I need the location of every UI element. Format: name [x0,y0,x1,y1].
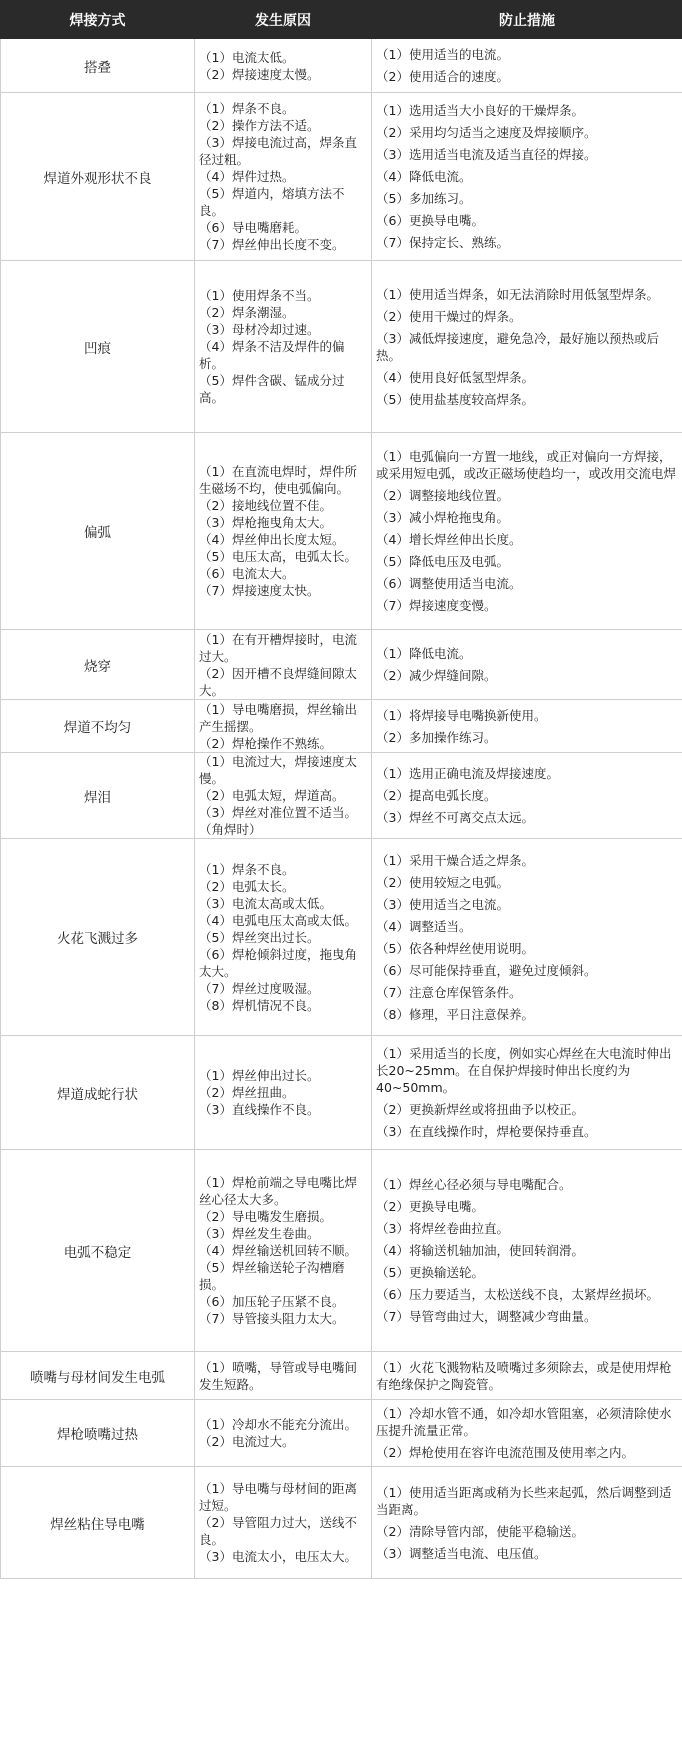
cause-item: （4）焊条不洁及焊件的偏析。 [199,339,345,371]
cause-item: （5）焊件含碳、锰成分过高。 [199,373,345,405]
prevention-item: （7）注意仓库保管条件。 [376,984,522,1000]
cause-item: （2）操作方法不适。 [199,118,320,133]
defect-type: 焊道成蛇行状 [1,1036,195,1150]
cause-item: （3）焊丝发生卷曲。 [199,1226,320,1241]
defect-type: 火花飞溅过多 [1,839,195,1036]
prevention-item: （1）使用适当的电流。 [376,47,509,62]
cause-item: （7）焊丝过度吸湿。 [199,980,320,996]
cause-cell [195,700,372,753]
cause-item: （1）导电嘴与母材间的距离过短。 [199,1481,357,1513]
prevention-item: （2）使用适合的速度。 [376,69,509,84]
cause-item: （1）焊条不良。 [199,101,295,116]
cause-cell [195,93,372,261]
prevention-cell [372,753,682,839]
prevention-item: （1）选用适当大小良好的干燥焊条。 [376,103,584,118]
cause-item: （3）焊接电流过高，焊条直径过粗。 [199,135,357,167]
cause-item: （4）焊丝伸出长度太短。 [199,532,345,547]
header-prevention: 防止措施 [372,1,682,39]
cause-item: （1）冷却水不能充分流出。 [199,1417,357,1432]
cause-item: （2）焊枪操作不熟练。 [199,735,332,751]
prevention-cell [372,1352,682,1400]
table-row [1,630,682,700]
prevention-cell [372,39,682,93]
prevention-item: （6）更换导电嘴。 [376,213,484,228]
cause-item: （2）因开槽不良焊缝间隙太大。 [199,665,357,698]
table-row [1,1467,682,1579]
cause-cell [195,1036,372,1150]
cause-cell [195,1352,372,1400]
prevention-item: （3）焊丝不可离交点太远。 [376,810,534,825]
prevention-item: （1）焊丝心径必须与导电嘴配合。 [376,1177,572,1192]
table-row [1,93,682,261]
prevention-cell [372,93,682,261]
cause-cell [195,753,372,839]
cause-item: （1）焊条不良。 [199,861,295,877]
prevention-item: （1）采用适当的长度，例如实心焊丝在大电流时伸出长20~25mm。在自保护焊接时伸出长度约为40~50mm。 [376,1046,672,1095]
cause-item: （3）焊枪拖曳角太大。 [199,515,332,530]
prevention-item: （5）降低电压及电弧。 [376,554,509,569]
prevention-item: （2）清除导管内部，使能平稳输送。 [376,1523,584,1539]
prevention-item: （2）使用干燥过的焊条。 [376,308,522,324]
prevention-item: （4）降低电流。 [376,169,472,184]
prevention-item: （3）选用适当电流及适当直径的焊接。 [376,147,597,162]
cause-item: （7）导管接头阻力太大。 [199,1311,345,1326]
prevention-item: （3）将焊丝卷曲拉直。 [376,1221,509,1236]
prevention-cell [372,700,682,753]
cause-item: （1）焊枪前端之导电嘴比焊丝心径太大多。 [199,1175,357,1207]
defect-type: 焊道外观形状不良 [1,93,195,261]
prevention-item: （5）依各种焊丝使用说明。 [376,940,534,956]
cause-item: （3）母材冷却过速。 [199,322,320,337]
cause-item: （2）焊丝扭曲。 [199,1085,295,1100]
cause-item: （5）焊丝突出过长。 [199,929,320,945]
prevention-item: （1）采用干燥合适之焊条。 [376,852,534,868]
prevention-cell [372,1467,682,1579]
prevention-item: （6）尽可能保持垂直，避免过度倾斜。 [376,962,597,978]
cause-item: （1）电流过大，焊接速度太慢。 [199,754,357,786]
defect-type: 烧穿 [1,630,195,700]
cause-item: （8）焊机情况不良。 [199,997,320,1013]
prevention-item: （7）导管弯曲过大，调整减少弯曲量。 [376,1309,597,1324]
prevention-cell [372,1036,682,1150]
prevention-item: （2）提高电弧长度。 [376,788,497,803]
prevention-cell [372,1150,682,1352]
prevention-item: （5）更换输送轮。 [376,1265,484,1280]
cause-item: （7）焊接速度太快。 [199,583,320,598]
cause-item: （5）电压太高，电弧太长。 [199,549,357,564]
prevention-item: （1）选用正确电流及焊接速度。 [376,766,559,781]
prevention-item: （2）更换导电嘴。 [376,1199,484,1214]
cause-item: （2）导管阻力过大，送线不良。 [199,1515,357,1547]
prevention-item: （4）使用良好低氢型焊条。 [376,369,534,385]
prevention-item: （3）在直线操作时，焊枪要保持垂直。 [376,1124,597,1139]
cause-item: （1）喷嘴，导管或导电嘴间发生短路。 [199,1359,357,1392]
prevention-item: （6）压力要适当，太松送线不良，太紧焊丝损坏。 [376,1287,659,1302]
prevention-cell [372,261,682,433]
table-row [1,1400,682,1467]
cause-item: （5）焊丝输送轮子沟槽磨损。 [199,1260,345,1292]
defect-type: 喷嘴与母材间发生电弧 [1,1352,195,1400]
cause-item: （1）电流太低。 [199,49,295,65]
cause-item: （1）在直流电焊时，焊件所生磁场不均，使电弧偏向。 [199,464,357,496]
prevention-item: （7）保持定长、熟练。 [376,235,509,250]
header-row [1,1,682,39]
cause-item: （3）焊丝对准位置不适当。（角焊时） [199,805,357,837]
defect-type: 凹痕 [1,261,195,433]
cause-cell [195,39,372,93]
defect-type: 焊枪喷嘴过热 [1,1400,195,1467]
cause-item: （1）导电嘴磨损，焊丝输出产生摇摆。 [199,701,357,734]
table-row [1,39,682,93]
prevention-item: （1）将焊接导电嘴换新使用。 [376,707,547,723]
header-cause: 发生原因 [195,1,372,39]
prevention-item: （2）使用较短之电弧。 [376,874,509,890]
table-row [1,1352,682,1400]
cause-item: （1）使用焊条不当。 [199,288,320,303]
prevention-item: （3）减小焊枪拖曳角。 [376,510,509,525]
defect-type: 焊道不均匀 [1,700,195,753]
defect-type: 偏弧 [1,433,195,630]
prevention-item: （5）使用盐基度较高焊条。 [376,391,534,407]
prevention-cell [372,839,682,1036]
cause-item: （2）接地线位置不佳。 [199,498,332,513]
cause-item: （2）焊条潮湿。 [199,305,295,320]
prevention-cell [372,433,682,630]
cause-item: （6）电流太大。 [199,566,295,581]
prevention-item: （7）焊接速度变慢。 [376,598,497,613]
cause-cell [195,630,372,700]
cause-item: （2）焊接速度太慢。 [199,66,320,82]
cause-item: （5）焊道内，熔填方法不良。 [199,186,345,218]
cause-item: （4）焊丝输送机回转不顺。 [199,1243,357,1258]
prevention-item: （2）调整接地线位置。 [376,488,509,503]
prevention-item: （2）采用均匀适当之速度及焊接顺序。 [376,125,597,140]
prevention-item: （2）减少焊缝间隙。 [376,668,497,683]
prevention-item: （1）电弧偏向一方置一地线，或正对偏向一方焊接，或采用短电弧，或改正磁场使趋均一，或改用交流电焊 [376,449,677,481]
cause-item: （2）导电嘴发生磨损。 [199,1209,332,1224]
cause-cell [195,261,372,433]
prevention-item: （2）多加操作练习。 [376,729,497,745]
cause-item: （4）焊件过热。 [199,169,295,184]
table-row [1,433,682,630]
cause-item: （3）电流太高或太低。 [199,895,332,911]
table-row [1,753,682,839]
cause-item: （6）导电嘴磨耗。 [199,220,307,235]
prevention-cell [372,1400,682,1467]
prevention-item: （3）调整适当电流、电压值。 [376,1545,547,1561]
prevention-item: （2）更换新焊丝或将扭曲予以校正。 [376,1102,584,1117]
prevention-cell [372,630,682,700]
defect-type: 电弧不稳定 [1,1150,195,1352]
prevention-item: （4）增长焊丝伸出长度。 [376,532,522,547]
cause-cell [195,839,372,1036]
cause-item: （1）在有开槽焊接时，电流过大。 [199,631,357,664]
prevention-item: （3）使用适当之电流。 [376,896,509,912]
prevention-item: （5）多加练习。 [376,191,472,206]
cause-cell [195,1400,372,1467]
header-welding-method: 焊接方式 [1,1,195,39]
prevention-item: （3）减低焊接速度，避免急冷，最好施以预热或后热。 [376,330,659,363]
prevention-item: （1）火花飞溅物粘及喷嘴过多须除去，或是使用焊枪有绝缘保护之陶瓷管。 [376,1359,672,1392]
cause-item: （7）焊丝伸出长度不变。 [199,237,345,252]
prevention-item: （1）使用适当距离或稍为长些来起弧，然后调整到适当距离。 [376,1484,672,1517]
table-row [1,700,682,753]
cause-item: （3）直线操作不良。 [199,1102,320,1117]
defect-type: 焊泪 [1,753,195,839]
cause-item: （2）电弧太长。 [199,878,295,894]
cause-item: （6）焊枪倾斜过度，拖曳角太大。 [199,946,357,979]
cause-cell [195,433,372,630]
prevention-item: （4）将输送机轴加油，使回转润滑。 [376,1243,584,1258]
prevention-item: （1）冷却水管不通，如冷却水管阻塞，必须清除使水压提升流量正常。 [376,1406,672,1438]
prevention-item: （2）焊枪使用在容许电流范围及使用率之内。 [376,1445,634,1460]
cause-cell [195,1467,372,1579]
prevention-item: （4）调整适当。 [376,918,472,934]
prevention-item: （1）降低电流。 [376,646,472,661]
table-row [1,1150,682,1352]
cause-item: （4）电弧电压太高或太低。 [199,912,357,928]
table-row [1,839,682,1036]
cause-item: （6）加压轮子压紧不良。 [199,1294,345,1309]
cause-item: （1）焊丝伸出过长。 [199,1068,320,1083]
defect-type: 焊丝粘住导电嘴 [1,1467,195,1579]
cause-item: （3）电流太小，电压太大。 [199,1549,357,1564]
prevention-item: （6）调整使用适当电流。 [376,576,522,591]
prevention-item: （8）修理，平日注意保养。 [376,1006,534,1022]
table-row [1,261,682,433]
cause-item: （2）电弧太短，焊道高。 [199,788,345,803]
defect-type: 搭叠 [1,39,195,93]
cause-item: （2）电流过大。 [199,1434,295,1449]
prevention-item: （1）使用适当焊条，如无法消除时用低氢型焊条。 [376,286,659,302]
cause-cell [195,1150,372,1352]
table-row [1,1036,682,1150]
